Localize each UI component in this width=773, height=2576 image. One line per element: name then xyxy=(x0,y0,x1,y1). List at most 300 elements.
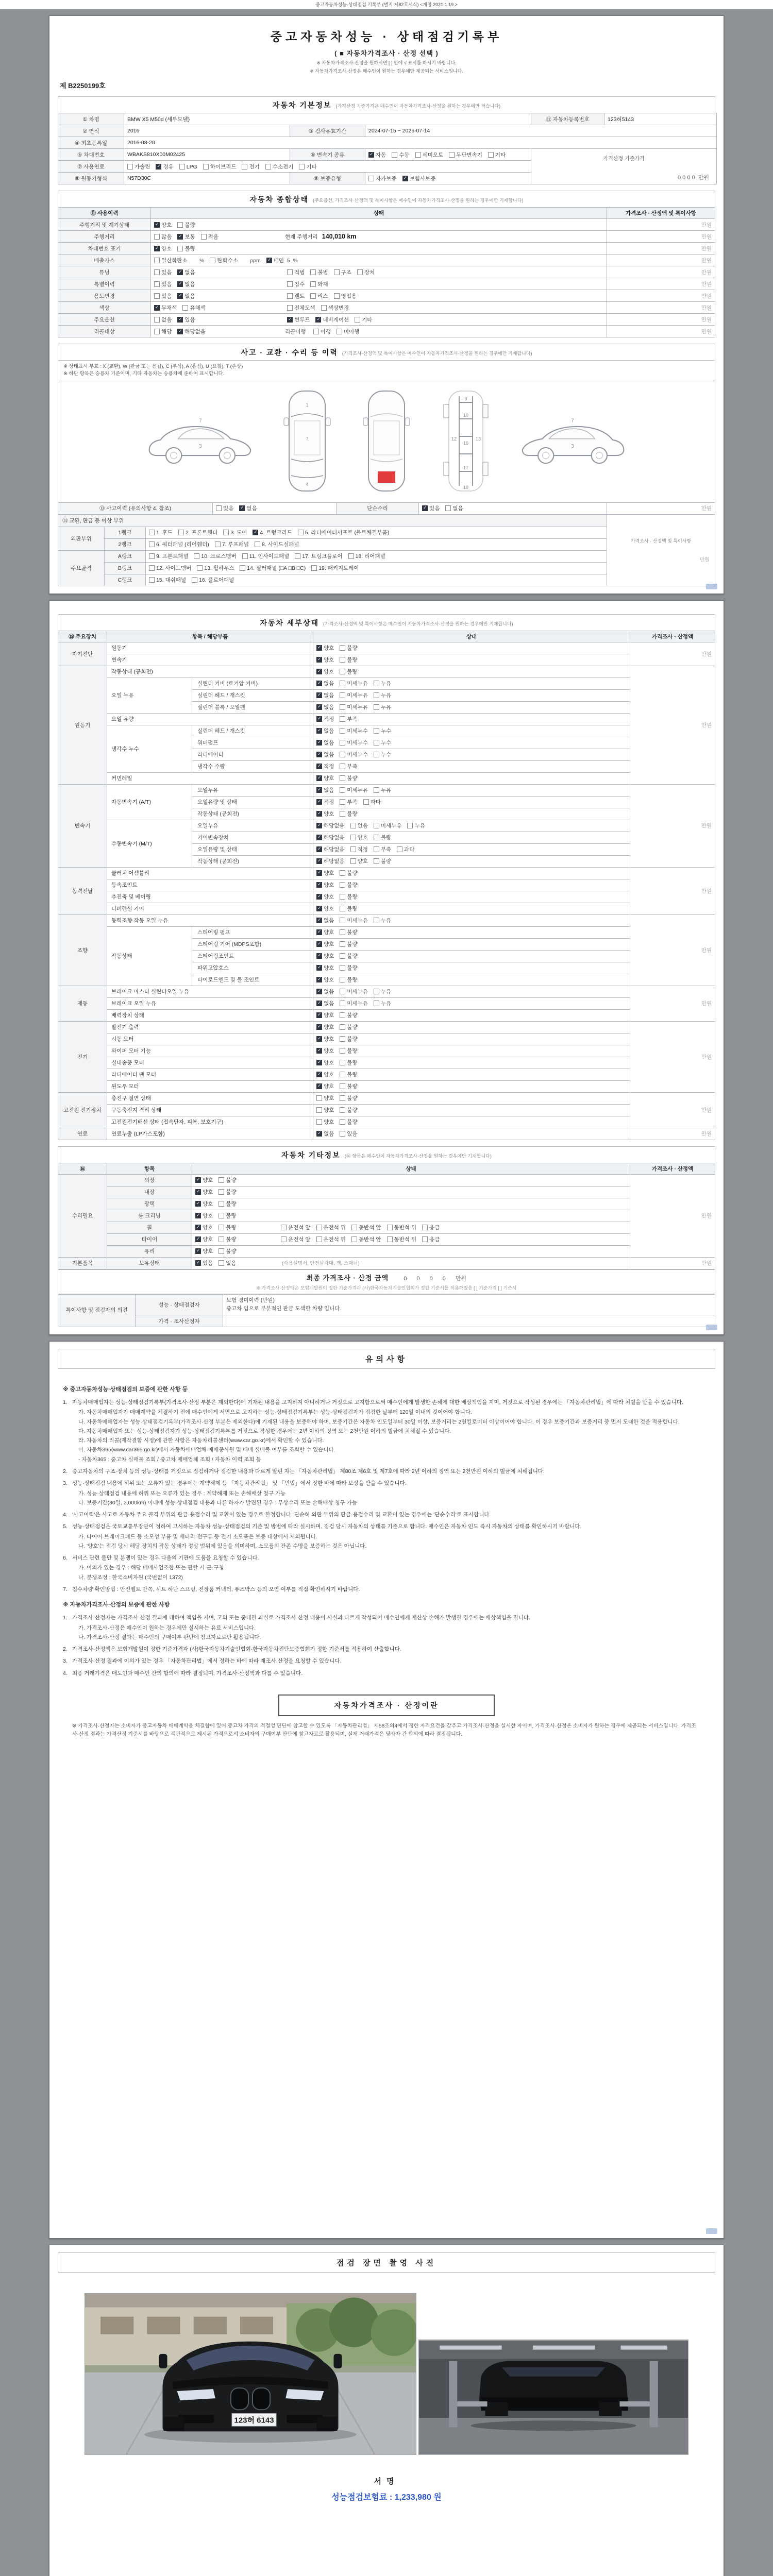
overall-row: 튜닝 있음 ✓ 없음 적법 불법 구조 장치 만원 xyxy=(58,266,715,278)
unchecked-checkbox-icon xyxy=(242,164,247,170)
detail-row: 변속기 자동변속기 (A/T) 오일누유 ✓ 없음 미세누유 누유 만원 xyxy=(58,784,715,796)
checkbox-option: ✓ 양호 xyxy=(316,1048,334,1054)
inspection-period: 2024-07-15 ~ 2026-07-14 xyxy=(365,125,717,137)
unchecked-checkbox-icon xyxy=(387,1225,393,1230)
checkbox-option: 불량 xyxy=(340,953,357,959)
checked-checkbox-icon xyxy=(316,1001,322,1006)
unchecked-checkbox-icon xyxy=(340,775,345,781)
unchecked-checkbox-icon xyxy=(281,1225,287,1230)
notice-subitem: 마. 자동차365(www.car365.go.kr)에서 자동차매매업체·매매종사원 및 매매 실매물 여부를 조회할 수 있습니다. xyxy=(78,1447,335,1453)
svg-text:7: 7 xyxy=(306,436,309,442)
overall-row: 주요옵션 없음 ✓ 있음 ✓ 썬루프 ✓ 네비게이션 기타 만원 xyxy=(58,314,715,326)
notice-item: 6. 서비스 관련 불만 및 분쟁이 있는 경우 다음의 기관에 도움을 요청할 수 있습니다. xyxy=(63,1555,259,1562)
unchecked-checkbox-icon xyxy=(154,258,160,263)
fuel-options xyxy=(124,161,531,173)
unchecked-checkbox-icon xyxy=(340,941,345,947)
checkbox-option: 불량 xyxy=(340,645,357,651)
detail-status-table xyxy=(58,631,715,1140)
unchecked-checkbox-icon xyxy=(415,152,421,158)
notice-item: 5. 성능·상태점검은 국토교통부장관이 정하여 고시하는 자동차 성능·상태점검의 기준 및 방법에 따라 실시하며, 점검 당시 자동차의 상태를 기준으로 합니다. 매수인은 자동차 인도 즉시 자동차의 상태를 확인하시기 바랍니다. xyxy=(63,1523,582,1530)
checkbox-option: 동반석 뒤 xyxy=(387,1236,417,1243)
checked-checkbox-icon xyxy=(195,1177,201,1183)
checkbox-option: ✓ 없음 xyxy=(316,728,334,734)
notice-subitem: 가. 타이어·브레이크패드 등 소모성 부품 및 배터리·전구류 등 전기 소모품은 보증 대상에서 제외됩니다. xyxy=(78,1533,317,1540)
checkbox-option: 불법 xyxy=(310,269,328,276)
simple-repair-options xyxy=(419,502,607,514)
detail-row: 작동상태 (공회전) ✓ 양호 불량 xyxy=(58,808,715,820)
overall-row: 배출가스 일산화탄소 % 탄화수소 ppm ✓ 매연 5 % 만원 xyxy=(58,255,715,266)
checkbox-option: ✓ 없음 xyxy=(316,1131,334,1137)
checkbox-option: 미세누유 xyxy=(340,681,368,687)
unchecked-checkbox-icon xyxy=(334,293,340,299)
photos-title: 점검 장면 촬영 사진 xyxy=(58,2252,715,2273)
checkbox-option: 양호 xyxy=(316,1119,334,1125)
unchecked-checkbox-icon xyxy=(350,846,356,852)
notice-heading: ※ 자동차가격조사·산정의 보증에 관한 사항 xyxy=(63,1602,170,1608)
detail-row: 오일유량 및 상태 ✓ 적정 부족 과다 xyxy=(58,796,715,808)
doc-subtitle: ( ■ 자동차가격조사 · 산정 선택 ) xyxy=(334,49,439,57)
checkbox-option: 불량 xyxy=(340,811,357,817)
unchecked-checkbox-icon xyxy=(350,823,356,828)
unchecked-checkbox-icon xyxy=(321,305,327,311)
checkbox-option: 불량 xyxy=(340,1012,357,1019)
unchecked-checkbox-icon xyxy=(154,317,160,323)
checkbox-option: 양호 xyxy=(316,1095,334,1101)
rank-row: B랭크 12. 사이드멤버 13. 휠하우스 14. 필러패널 (□A □B □C) 19. 패키지트레이 xyxy=(58,562,715,574)
checkbox-option: 운전석 뒤 xyxy=(316,1236,346,1243)
unchecked-checkbox-icon xyxy=(340,1060,345,1065)
unchecked-checkbox-icon xyxy=(219,1177,224,1183)
unchecked-checkbox-icon xyxy=(177,246,183,251)
unchecked-checkbox-icon xyxy=(316,1107,322,1113)
checked-checkbox-icon xyxy=(368,152,374,158)
unchecked-checkbox-icon xyxy=(374,858,379,864)
checkbox-option: ✓ 양호 xyxy=(154,246,172,252)
checkbox-option: 가솔린 xyxy=(127,164,150,170)
checkbox-option: 자가보증 xyxy=(368,176,397,182)
checkbox-option: ✓ 양호 xyxy=(316,965,334,971)
checkbox-option: 구조 xyxy=(334,269,351,276)
checked-checkbox-icon xyxy=(156,164,161,170)
checkbox-option: ✓ 없음 xyxy=(239,505,257,512)
checkbox-option: 불량 xyxy=(340,929,357,936)
detail-row: 파워고압호스 ✓ 양호 불량 xyxy=(58,962,715,974)
checkbox-option: 불량 xyxy=(340,775,357,782)
unchecked-checkbox-icon xyxy=(154,293,160,299)
misc-row: 기본품목 보유상태 ✓ 있음 없음 (사용설명서, 안전삼각대, 잭, 스패너) 만원 xyxy=(58,1257,715,1269)
checkbox-option: ✓ 해당없음 xyxy=(316,835,345,841)
detail-row: 라디에이터 ✓ 없음 미세누수 누수 xyxy=(58,749,715,760)
checked-checkbox-icon xyxy=(316,1048,322,1054)
checkbox-option: ✓ 매연 5 % xyxy=(266,258,298,264)
detail-col-item: 항목 / 해당부품 xyxy=(107,631,313,642)
detail-row: 동력전달 클러치 어셈블리 ✓ 양호 불량 만원 xyxy=(58,867,715,879)
car-on-lift xyxy=(457,2361,649,2416)
svg-text:17: 17 xyxy=(463,465,469,470)
checkbox-option: 불량 xyxy=(340,1024,357,1030)
overall-col-state: 상태 xyxy=(151,208,607,219)
unchecked-checkbox-icon xyxy=(340,918,345,923)
unchecked-checkbox-icon xyxy=(149,553,155,559)
unchecked-checkbox-icon xyxy=(215,541,221,547)
unchecked-checkbox-icon xyxy=(374,681,379,686)
unchecked-checkbox-icon xyxy=(340,1036,345,1042)
unchecked-checkbox-icon xyxy=(340,692,345,698)
checked-checkbox-icon xyxy=(316,764,322,769)
checkbox-option: ✓ 양호 xyxy=(195,1225,213,1231)
notice-subitem: 가. 성능·상태점검 내용에 허위 또는 오류가 있는 경우 : 계약해제 또는 손해배상 청구 가능 xyxy=(78,1490,286,1497)
checkbox-option: ✓ 적정 xyxy=(316,716,334,722)
unchecked-checkbox-icon xyxy=(255,541,260,547)
price-definition-text: ※ 가격조사·산정자는 소비자가 중고자동차 매매계약을 체결함에 있어 중고차 가격의 적절성 판단에 참고할 수 있도록 「자동차관리법」 제58조의4에서 정한 자격요건을 갖추고 가격조사·산정을 실시한 자이며, 가격조사·산정은 소비자가 원하는 경우에 제공되는 서비스입니다. 가격조사·산정 결과는 가격산정 기준서를 바탕으로 객관적으로 제시된 가격으로서 소비자의 구매여부 판단에 참고자료로 활용되며, 실제 거래가격은 당사자 간 합의에 따라 결정됩니다. xyxy=(72,1723,696,1737)
checkbox-option: ✓ 없음 xyxy=(316,918,334,924)
notice-title: 유의사항 xyxy=(58,1349,715,1369)
checked-checkbox-icon xyxy=(316,728,322,734)
unchecked-checkbox-icon xyxy=(351,1225,357,1230)
misc-info-table: ⑯ 항목 상태 가격조사 · 산정액 수리필요 외장 ✓ 양호 불량 만원 내장 ✓ 양호 불량 광택 ✓ 양호 불량 룸 크리닝 ✓ 양호 불량 휠 ✓ 양호 불량 운전석 앞 운전석 뒤 동반석 앞 동반석 뒤 응급 타이어 ✓ 양호 불량 운전석 앞 운전석 뒤 동반석 앞 동반석 뒤 응급 유리 ✓ 양호 불량 기본품목 보유상태 ✓ 있음 없음 (사용설명서, 안전삼각대, 잭, 스패너) 만원 xyxy=(58,1163,715,1269)
detail-col-device: ⑮ 주요장치 xyxy=(58,631,107,642)
checkbox-option: 탄화수소 ppm xyxy=(210,258,260,264)
notice-body xyxy=(58,1376,715,1681)
checkbox-option: 7. 루프패널 xyxy=(215,541,249,548)
checkbox-option: 있음 xyxy=(154,269,172,276)
notice-item: 2. 가격조사·산정액은 보험개발원이 정한 기준가격과 (사)한국자동차기술인협회·한국자동차진단보증협회가 정한 기준서를 적용하여 산출합니다. xyxy=(63,1646,401,1653)
checked-checkbox-icon xyxy=(316,858,322,864)
accident-history-options xyxy=(213,502,337,514)
photo-lift-underbody xyxy=(418,2340,688,2455)
overall-row: 주행거리 많음 ✓ 보통 적음 현재 주행거리 140,010 km 만원 xyxy=(58,231,715,243)
checkbox-option: 불량 xyxy=(340,977,357,983)
photos-section xyxy=(58,2280,715,2464)
checkbox-option: 12. 사이드멤버 xyxy=(149,565,191,571)
unchecked-checkbox-icon xyxy=(295,553,300,559)
checked-checkbox-icon xyxy=(177,317,183,323)
checkbox-option: 불량 xyxy=(219,1177,236,1183)
notice-subitem: 나. 가격조사·산정 결과는 매수인의 구매여부 판단에 참고자료로만 활용됩니다. xyxy=(78,1634,261,1640)
detail-row: 냉각수 누수 실린더 헤드 / 개스킷 ✓ 없음 미세누수 누수 xyxy=(58,725,715,737)
checkbox-option: 무단변속기 xyxy=(449,152,482,158)
checkbox-option: 불량 xyxy=(219,1201,236,1207)
state-code-legend: ※ 상태표시 부호 : X (교환), W (판금 또는 용접), C (부식), A (흠집), U (요철), T (손상) ※ 하단 항목은 승용차 기준이며, 기타 자동차는 승용차에 준하여 표시합니다. xyxy=(58,360,715,381)
svg-text:3: 3 xyxy=(571,443,574,449)
rank-row: 주요골격 A랭크 9. 프론트패널 10. 크로스멤버 11. 인사이드패널 17. 트렁크플로어 18. 리어패널 xyxy=(58,550,715,562)
detail-row: 작동상태 스티어링 펌프 ✓ 양호 불량 xyxy=(58,926,715,938)
page-2 xyxy=(49,600,724,1335)
detail-row: 스티어링 기어 (MDPS포함) ✓ 양호 불량 xyxy=(58,938,715,950)
checkbox-option: 미세누수 xyxy=(340,740,368,746)
checkbox-option: ✓ 없음 xyxy=(177,269,195,276)
checked-checkbox-icon xyxy=(177,281,183,287)
checkbox-option: ✓ 양호 xyxy=(195,1248,213,1255)
detail-row: 윈도우 모터 ✓ 양호 불량 xyxy=(58,1080,715,1092)
unchecked-checkbox-icon xyxy=(310,269,316,275)
checkbox-option: 없음 xyxy=(445,505,463,512)
inspector-role: 성능 · 상태점검자 xyxy=(136,1294,223,1315)
unchecked-checkbox-icon xyxy=(340,681,345,686)
checkbox-option: 누유 xyxy=(374,681,391,687)
checkbox-option: 없음 xyxy=(219,1260,236,1266)
misc-row: 광택 ✓ 양호 불량 xyxy=(58,1198,715,1210)
unchecked-checkbox-icon xyxy=(340,1048,345,1054)
unchecked-checkbox-icon xyxy=(340,728,345,734)
checkbox-option: 불량 xyxy=(374,858,391,865)
checkbox-option: 전체도색 xyxy=(287,305,315,311)
notice-item: 7. 침수차량 확인방법 : 안전벨트 안쪽, 시트 하단 스프링, 전장품 커넥터, 퓨즈박스 등의 오염 여부를 직접 확인하시기 바랍니다. xyxy=(63,1586,360,1592)
checkbox-option: 불량 xyxy=(219,1225,236,1231)
unchecked-checkbox-icon xyxy=(127,164,133,170)
unchecked-checkbox-icon xyxy=(316,1225,322,1230)
car-damage-diagrams xyxy=(58,381,715,502)
checkbox-option: 누수 xyxy=(374,740,391,746)
checkbox-option: 16. 플로어패널 xyxy=(192,577,234,583)
checked-checkbox-icon xyxy=(195,1189,201,1195)
unchecked-checkbox-icon xyxy=(374,989,379,994)
unchecked-checkbox-icon xyxy=(299,164,305,170)
notice-item: 4. '사고이력'은 사고로 자동차 주요 골격 부위의 판금·용접수리 및 교환이 있는 경우로 한정합니다. 단순히 외판 부위의 판금·용접수리 및 교환이 있는 경우에는 '단순수리'로 표시합니다. xyxy=(63,1512,491,1518)
checkbox-option: 불량 xyxy=(340,1060,357,1066)
checkbox-option: 불량 xyxy=(177,246,195,252)
checked-checkbox-icon xyxy=(316,906,322,911)
page-corner-logo xyxy=(706,2228,717,2234)
opinion-table xyxy=(58,1294,715,1328)
detail-row: 전기 발전기 출력 ✓ 양호 불량 만원 xyxy=(58,1021,715,1033)
checkbox-option: 미세누유 xyxy=(340,692,368,699)
checkbox-option: ✓ 썬루프 xyxy=(287,317,310,323)
checkbox-option: ✓ 해당없음 xyxy=(316,823,345,829)
checked-checkbox-icon xyxy=(316,882,322,888)
unchecked-checkbox-icon xyxy=(154,281,160,287)
checked-checkbox-icon xyxy=(316,775,322,781)
warranty-options xyxy=(365,173,531,184)
panel-rank-table xyxy=(58,515,715,586)
unchecked-checkbox-icon xyxy=(149,577,155,583)
checkbox-option: ✓ 해당없음 xyxy=(316,846,345,853)
unchecked-checkbox-icon xyxy=(387,1236,393,1242)
svg-text:1: 1 xyxy=(306,402,309,408)
checked-checkbox-icon xyxy=(195,1260,201,1266)
checkbox-option: 렌트 xyxy=(287,293,305,299)
checkbox-option: 색상변경 xyxy=(321,305,349,311)
checkbox-option: 19. 패키지트레이 xyxy=(311,565,359,571)
checkbox-option: 수동 xyxy=(392,152,409,158)
checkbox-option: 있음 xyxy=(154,293,172,299)
checkbox-option: 불량 xyxy=(219,1248,236,1255)
checkbox-option: 불량 xyxy=(340,870,357,876)
unchecked-checkbox-icon xyxy=(194,553,199,559)
simple-repair-label: 단순수리 xyxy=(337,502,419,514)
unchecked-checkbox-icon xyxy=(340,1095,345,1101)
checkbox-option: ✓ 없음 xyxy=(316,681,334,687)
checkbox-option: LPG xyxy=(179,164,197,170)
checkbox-option: ✓ 없음 xyxy=(177,293,195,299)
notice-subitem: 가. 가격조사·산정은 매수인이 원하는 경우에만 실시하는 유료 서비스입니다. xyxy=(78,1624,256,1631)
checkbox-option: 적정 xyxy=(350,846,368,853)
checkbox-option: ✓ 없음 xyxy=(177,281,195,287)
detail-row: 고전원 전기장치 충전구 절연 상태 양호 불량 만원 xyxy=(58,1092,715,1104)
unchecked-checkbox-icon xyxy=(374,740,379,745)
vin: WBAKS810X00M02425 xyxy=(124,149,290,161)
doc-number: 제 B2250199호 xyxy=(60,82,106,90)
unchecked-checkbox-icon xyxy=(192,577,197,583)
page-4 xyxy=(49,2245,724,2576)
detail-row: 실린더 헤드 / 개스킷 ✓ 없음 미세누유 누유 xyxy=(58,689,715,701)
unchecked-checkbox-icon xyxy=(179,164,185,170)
checkbox-option: 18. 리어패널 xyxy=(348,553,385,560)
overall-row: 리콜대상 해당 ✓ 해당없음 리콜이행 이행 미이행 만원 xyxy=(58,326,715,337)
car-name: BMW X5 M50d (세부모델) xyxy=(124,113,531,125)
unchecked-checkbox-icon xyxy=(197,565,203,571)
checkbox-option: 부족 xyxy=(340,764,357,770)
checkbox-option: 8. 사이드실패널 xyxy=(255,541,299,548)
checkbox-option: ✓ 양호 xyxy=(316,1072,334,1078)
unchecked-checkbox-icon xyxy=(340,657,345,663)
checked-checkbox-icon xyxy=(266,258,272,263)
checkbox-option: 불량 xyxy=(340,1119,357,1125)
bmw-x5-front xyxy=(159,2342,342,2432)
checkbox-option: 양호 xyxy=(316,1107,334,1113)
unchecked-checkbox-icon xyxy=(316,1236,322,1242)
checkbox-option: ✓ 없음 xyxy=(316,989,334,995)
checked-checkbox-icon xyxy=(287,317,293,323)
checkbox-option: 없음 xyxy=(154,317,172,323)
checkbox-option: 불량 xyxy=(340,1107,357,1113)
unchecked-checkbox-icon xyxy=(201,234,207,240)
checkbox-option: 1. 후드 xyxy=(149,530,173,536)
unchecked-checkbox-icon xyxy=(340,906,345,911)
unchecked-checkbox-icon xyxy=(374,846,379,852)
detail-row: 오일 누유 실린더 커버 (로커암 커버) ✓ 없음 미세누유 누유 xyxy=(58,677,715,689)
page-1 xyxy=(49,15,724,594)
unchecked-checkbox-icon xyxy=(340,989,345,994)
checkbox-option: 미세누유 xyxy=(340,787,368,793)
unchecked-checkbox-icon xyxy=(374,752,379,757)
detail-row: 원동기 작동상태 (공회전) ✓ 양호 불량 만원 xyxy=(58,666,715,677)
unchecked-checkbox-icon xyxy=(355,317,360,323)
detail-row: 스티어링조인트 ✓ 양호 불량 xyxy=(58,950,715,962)
detail-row: 작동상태 (공회전) ✓ 해당없음 양호 불량 xyxy=(58,855,715,867)
unchecked-checkbox-icon xyxy=(348,553,354,559)
checkbox-option: 운전석 앞 xyxy=(281,1236,311,1243)
checkbox-option: ✓ 양호 xyxy=(316,906,334,912)
checkbox-option: ✓ 보통 xyxy=(177,234,195,240)
unchecked-checkbox-icon xyxy=(340,870,345,876)
checkbox-option: ✓ 없음 xyxy=(316,704,334,710)
unchecked-checkbox-icon xyxy=(219,1189,224,1195)
checkbox-option: ✓ 무채색 xyxy=(154,305,177,311)
detail-row: 라디에이터 팬 모터 ✓ 양호 불량 xyxy=(58,1069,715,1080)
notice-subitem: 나. 자동차매매업자는 성능·상태점검기록부(가격조사·산정 부분은 제외한다)에 기재된 내용을 보증해야 하며, 보증기간은 자동차 인도일부터 30일 이상, 보증거리는 2천킬로미터 이상이어야 합니다. 이 경우 보증기간과 보증거리 중 먼저 도래한 것을 적용합니다. xyxy=(78,1418,680,1425)
checkbox-option: 불량 xyxy=(340,1048,357,1054)
checkbox-option: ✓ 양호 xyxy=(154,222,172,228)
unchecked-checkbox-icon xyxy=(182,305,188,311)
svg-text:4: 4 xyxy=(306,481,309,487)
detail-row: 연료 연료누출 (LP가스포함) ✓ 없음 있음 만원 xyxy=(58,1128,715,1140)
notice-subitem: - 자동차365 : 중고차 실매물 조회 / 중고차 매매업체 조회 / 자동차 이력 조회 등 xyxy=(78,1456,261,1463)
checkbox-option: 유채색 xyxy=(182,305,205,311)
notice-subitem: 가. 자동차매매업자가 매매계약을 체결하기 전에 매수인에게 서면으로 고지하는 성능·상태점검기록부는 성능·상태점검자가 점검한 날부터 120일 이내의 것이어야 합니다. xyxy=(78,1409,472,1416)
accident-history-title: 사고 · 교환 · 수리 등 이력 (가격조사·산정액 및 특이사항은 매수인이 자동차가격조사·산정을 원하는 경우에만 기재합니다) xyxy=(58,344,715,360)
unchecked-checkbox-icon xyxy=(374,835,379,840)
unchecked-checkbox-icon xyxy=(223,530,229,535)
svg-text:13: 13 xyxy=(475,436,481,442)
checkbox-option: ✓ 없음 xyxy=(316,752,334,758)
checkbox-option: 불량 xyxy=(340,669,357,675)
unchecked-checkbox-icon xyxy=(340,704,345,710)
unchecked-checkbox-icon xyxy=(488,152,494,158)
notice-heading: ※ 중고자동차성능·상태점검의 보증에 관한 사항 등 xyxy=(63,1386,188,1393)
checkbox-option: ✓ 양호 xyxy=(316,811,334,817)
svg-text:10: 10 xyxy=(463,412,469,418)
unchecked-checkbox-icon xyxy=(242,553,248,559)
svg-text:7: 7 xyxy=(199,417,202,423)
overall-col-price: 가격조사 · 산정액 및 특이사항 xyxy=(607,208,715,219)
overall-row: 용도변경 있음 ✓ 없음 렌트 리스 영업용 만원 xyxy=(58,290,715,302)
unchecked-checkbox-icon xyxy=(374,728,379,734)
checkbox-option: 누수 xyxy=(374,752,391,758)
overall-status-title: 자동차 종합상태 (주요옵션, 가격조사·산정액 및 특이사항은 매수인이 자동차가격조사·산정을 원하는 경우에만 기재합니다) xyxy=(58,191,715,207)
unchecked-checkbox-icon xyxy=(407,823,413,828)
overall-col-item: ⑪ 사용이력 xyxy=(58,208,151,219)
checked-checkbox-icon xyxy=(316,823,322,828)
overall-row: 주행거리 및 계기상태 ✓ 양호 불량 만원 xyxy=(58,219,715,231)
checkbox-option: ✓ 자동 xyxy=(368,152,386,158)
unchecked-checkbox-icon xyxy=(340,1001,345,1006)
unchecked-checkbox-icon xyxy=(316,1095,322,1101)
unchecked-checkbox-icon xyxy=(340,716,345,722)
checkbox-option: 부족 xyxy=(340,716,357,722)
checkbox-option: 리스 xyxy=(310,293,328,299)
inspection-premium: 성능점검보험료 : 1,233,980 원 xyxy=(331,2493,442,2502)
unchecked-checkbox-icon xyxy=(219,1201,224,1207)
car-right-side-diagram xyxy=(517,413,628,470)
detail-row: 브레이크 오일 누유 ✓ 없음 미세누유 누유 xyxy=(58,997,715,1009)
checkbox-option: ✓ 없음 xyxy=(316,692,334,699)
year-label: ② 연식 xyxy=(58,125,124,137)
unchecked-checkbox-icon xyxy=(374,1001,379,1006)
checkbox-option: 미세누유 xyxy=(340,1001,368,1007)
car-name-label: ① 차명 xyxy=(58,113,124,125)
base-price-cell: 가격산정 기준가격 0 0 0 0 만원 xyxy=(531,149,717,184)
model-year: 2016 xyxy=(124,125,290,137)
page-corner-logo xyxy=(706,584,717,589)
print-header: 중고자동차성능·상태점검 기록부 (별지 제82호서식) <개정 2021.1.19.> xyxy=(0,0,773,9)
checkbox-option: 14. 필러패널 (□A □B □C) xyxy=(240,565,306,571)
checked-checkbox-icon xyxy=(316,681,322,686)
notice-subitem: 나. '양호'는 점검 당시 해당 장치의 작동 상태가 정상 범위에 있음을 의미하며, 소모품의 잔존 수명을 보증하는 것은 아닙니다. xyxy=(78,1543,367,1549)
page-3 xyxy=(49,1341,724,2239)
checked-checkbox-icon xyxy=(316,1024,322,1030)
checkbox-option: ✓ 양호 xyxy=(316,775,334,782)
notice-subitem: 가. 이의가 있는 경우 : 해당 매매사업조합 또는 관할 시·군·구청 xyxy=(78,1565,224,1571)
checked-checkbox-icon xyxy=(316,989,322,994)
unchecked-checkbox-icon xyxy=(219,1260,224,1266)
detail-row: 시동 모터 ✓ 양호 불량 xyxy=(58,1033,715,1045)
unchecked-checkbox-icon xyxy=(287,293,293,299)
checked-checkbox-icon xyxy=(316,692,322,698)
checkbox-option: 불량 xyxy=(340,894,357,900)
checkbox-option: 운전석 뒤 xyxy=(316,1225,346,1231)
unchecked-checkbox-icon xyxy=(219,1236,224,1242)
detail-row: 타이로드엔드 및 볼 조인트 ✓ 양호 불량 xyxy=(58,974,715,986)
unchecked-checkbox-icon xyxy=(340,645,345,651)
checked-checkbox-icon xyxy=(316,740,322,745)
checked-checkbox-icon xyxy=(316,1083,322,1089)
detail-row: 제동 브레이크 마스터 실린더오일 누유 ✓ 없음 미세누유 누유 만원 xyxy=(58,986,715,997)
checkbox-option: 과다 xyxy=(397,846,414,853)
checkbox-option: ✓ 양호 xyxy=(195,1177,213,1183)
checked-checkbox-icon xyxy=(316,846,322,852)
unchecked-checkbox-icon xyxy=(340,787,345,793)
